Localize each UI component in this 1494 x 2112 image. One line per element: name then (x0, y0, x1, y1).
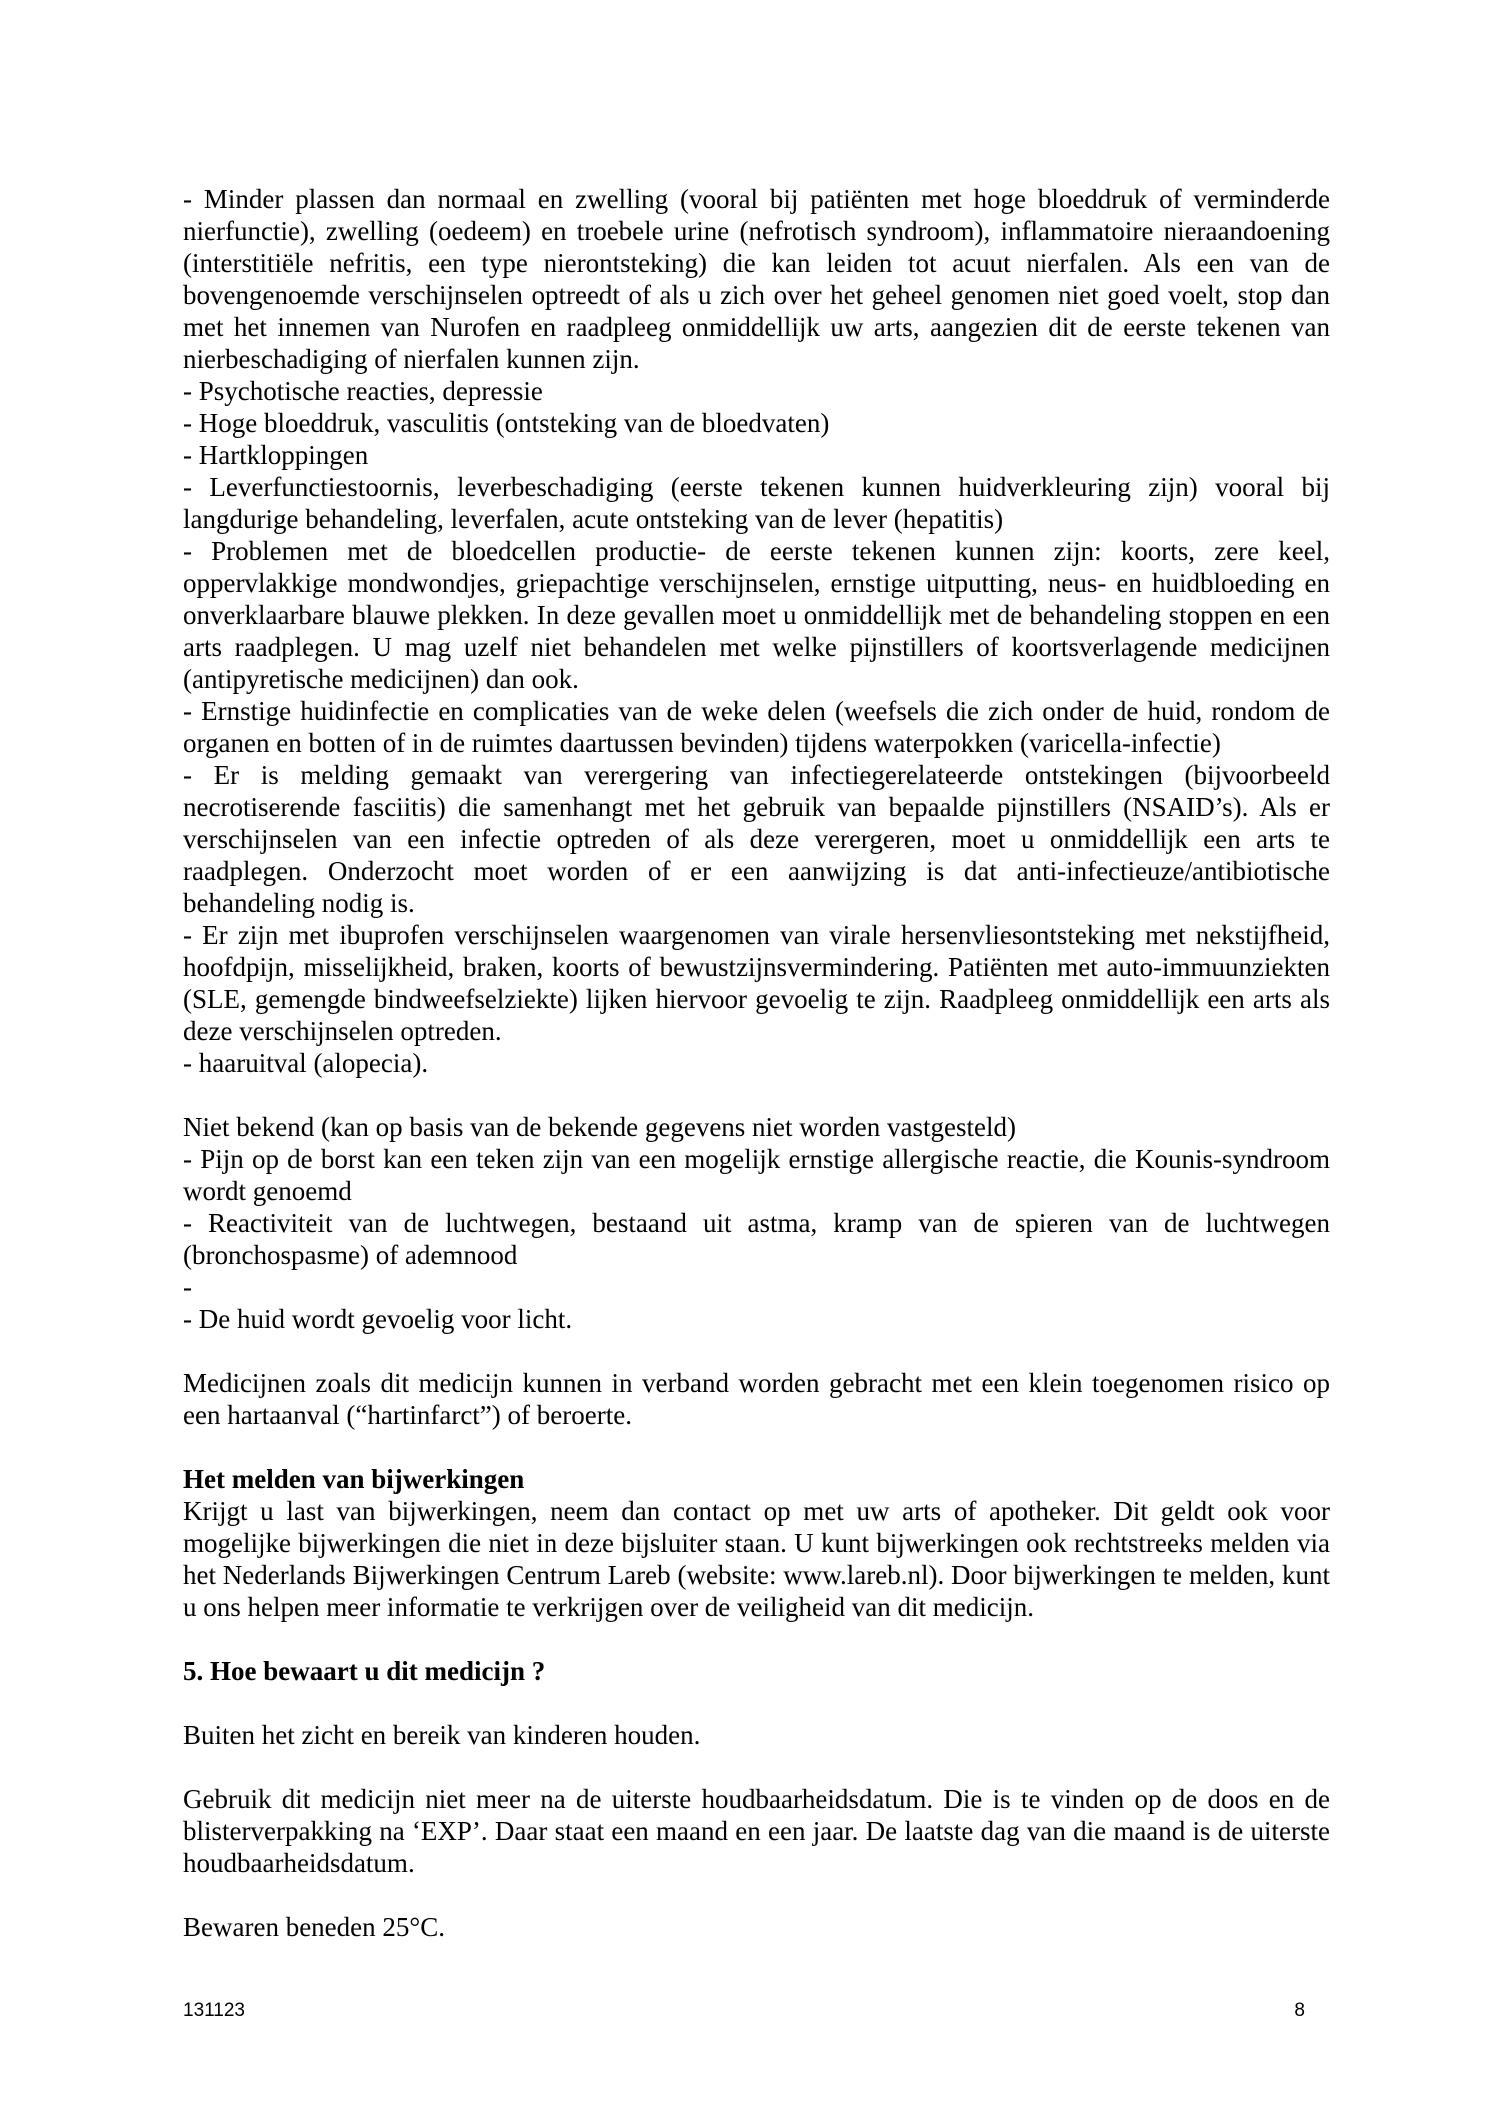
paragraph-bewaren-beneden-25c: Bewaren beneden 25°C. (183, 1912, 445, 1942)
list-item-leverfunctiestoornis: - Leverfunctiestoornis, leverbeschadiging (eerste tekenen kunnen huidverkleuring zijn) vooral bij langdurige behandeling, leverfalen, acute ontsteking van de lever (hepatitis) (183, 472, 1330, 534)
footer-page-number: 8 (1294, 2000, 1305, 2021)
list-item-problemen-bloedcellen: - Problemen met de bloedcellen productie- de eerste tekenen kunnen zijn: koorts, zere keel, oppervlakkige mondwondjes, griepachtige verschijnselen, ernstige uitputting, neus- en huidbloeding en onverklaarbare blauwe plekken. In deze gevallen moet u onmiddellijk met de behandeling stoppen en een arts raadplegen. U mag uzelf niet behandelen met welke pijnstillers of koortsverlagende medicijnen (antipyretische medicijnen) dan ook. (183, 536, 1330, 694)
heading-melden-bijwerkingen: Het melden van bijwerkingen (183, 1464, 525, 1494)
page-content (183, 183, 1330, 1943)
list-item-ernstige-huidinfectie: - Ernstige huidinfectie en complicaties van de weke delen (weefsels die zich onder de huid, rondom de organen en botten of in de ruimtes daartussen bevinden) tijdens waterpokken (varicella-infectie) (183, 696, 1330, 758)
heading-section-5-bewaren: 5. Hoe bewaart u dit medicijn ? (183, 1656, 546, 1686)
footer-doc-code: 131123 (183, 2000, 245, 2021)
blank-line (183, 1687, 1330, 1719)
blank-line (183, 1623, 1330, 1655)
list-item-infectiegerelateerde-ontstekingen: - Er is melding gemaakt van verergering van infectiegerelateerde ontstekingen (bijvoorbeeld necrotiserende fasciitis) die samenhangt met het gebruik van bepaalde pijnstillers (NSAID’s). Als er verschijnselen van een infectie optreden of als deze verergeren, moet u onmiddellijk een arts te raadplegen. Onderzocht moet worden of er een aanwijzing is dat anti-infectieuze/antibiotische behandeling nodig is. (183, 760, 1330, 918)
blank-line (183, 1431, 1330, 1463)
list-item-hoge-bloeddruk: - Hoge bloeddruk, vasculitis (ontsteking van de bloedvaten) (183, 408, 830, 438)
list-item-haaruitval: - haaruitval (alopecia). (183, 1048, 429, 1078)
paragraph-houdbaarheidsdatum: Gebruik dit medicijn niet meer na de uiterste houdbaarheidsdatum. Die is te vinden op de doos en de blisterverpakking na ‘EXP’. Daar staat een maand en een jaar. De laatste dag van die maand is de uiterste houdbaarheidsdatum. (183, 1784, 1330, 1878)
blank-line (183, 1879, 1330, 1911)
list-item-huid-gevoelig-licht: - De huid wordt gevoelig voor licht. (183, 1304, 573, 1334)
page-footer (183, 2000, 1305, 2022)
paragraph-lareb-melden: Krijgt u last van bijwerkingen, neem dan contact op met uw arts of apotheker. Dit geldt ook voor mogelijke bijwerkingen die niet in deze bijsluiter staan. U kunt bijwerkingen ook rechtstreeks melden via het Nederlands Bijwerkingen Centrum Lareb (website: www.lareb.nl). Door bijwerkingen te melden, kunt u ons helpen meer informatie te verkrijgen over de veiligheid van dit medicijn. (183, 1496, 1330, 1622)
blank-line (183, 1751, 1330, 1783)
list-item-pijn-op-borst: - Pijn op de borst kan een teken zijn van een mogelijk ernstige allergische reactie, die Kounis-syndroom wordt genoemd (183, 1144, 1330, 1206)
list-item-psychotische-reacties: - Psychotische reacties, depressie (183, 376, 543, 406)
list-item-empty-dash: - (183, 1272, 192, 1302)
paragraph-niet-bekend: Niet bekend (kan op basis van de bekende gegevens niet worden vastgesteld) (183, 1112, 1016, 1142)
list-item-hartkloppingen: - Hartkloppingen (183, 440, 369, 470)
blank-line (183, 1335, 1330, 1367)
paragraph-hartaanval-risico: Medicijnen zoals dit medicijn kunnen in verband worden gebracht met een klein toegenomen risico op een hartaanval (“hartinfarct”) of beroerte. (183, 1368, 1330, 1430)
list-item-reactiviteit-luchtwegen: - Reactiviteit van de luchtwegen, bestaand uit astma, kramp van de spieren van de luchtwegen (bronchospasme) of ademnood (183, 1208, 1330, 1270)
blank-line (183, 1079, 1330, 1111)
list-item-hersenvliesontsteking: - Er zijn met ibuprofen verschijnselen waargenomen van virale hersenvliesontsteking met nekstijfheid, hoofdpijn, misselijkheid, braken, koorts of bewustzijnsvermindering. Patiënten met auto-immuunziekten (SLE, gemengde bindweefselziekte) lijken hiervoor gevoelig te zijn. Raadpleeg onmiddellijk een arts als deze verschijnselen optreden. (183, 920, 1330, 1046)
paragraph-buiten-bereik-kinderen: Buiten het zicht en bereik van kinderen houden. (183, 1720, 701, 1750)
list-item-minder-plassen: - Minder plassen dan normaal en zwelling (vooral bij patiënten met hoge bloeddruk of verminderde nierfunctie), zwelling (oedeem) en troebele urine (nefrotisch syndroom), inflammatoire nieraandoening (interstitiële nefritis, een type nierontsteking) die kan leiden tot acuut nierfalen. Als een van de bovengenoemde verschijnselen optreedt of als u zich over het geheel genomen niet goed voelt, stop dan met het innemen van Nurofen en raadpleeg onmiddellijk uw arts, aangezien dit de eerste tekenen van nierbeschadiging of nierfalen kunnen zijn. (183, 184, 1330, 374)
